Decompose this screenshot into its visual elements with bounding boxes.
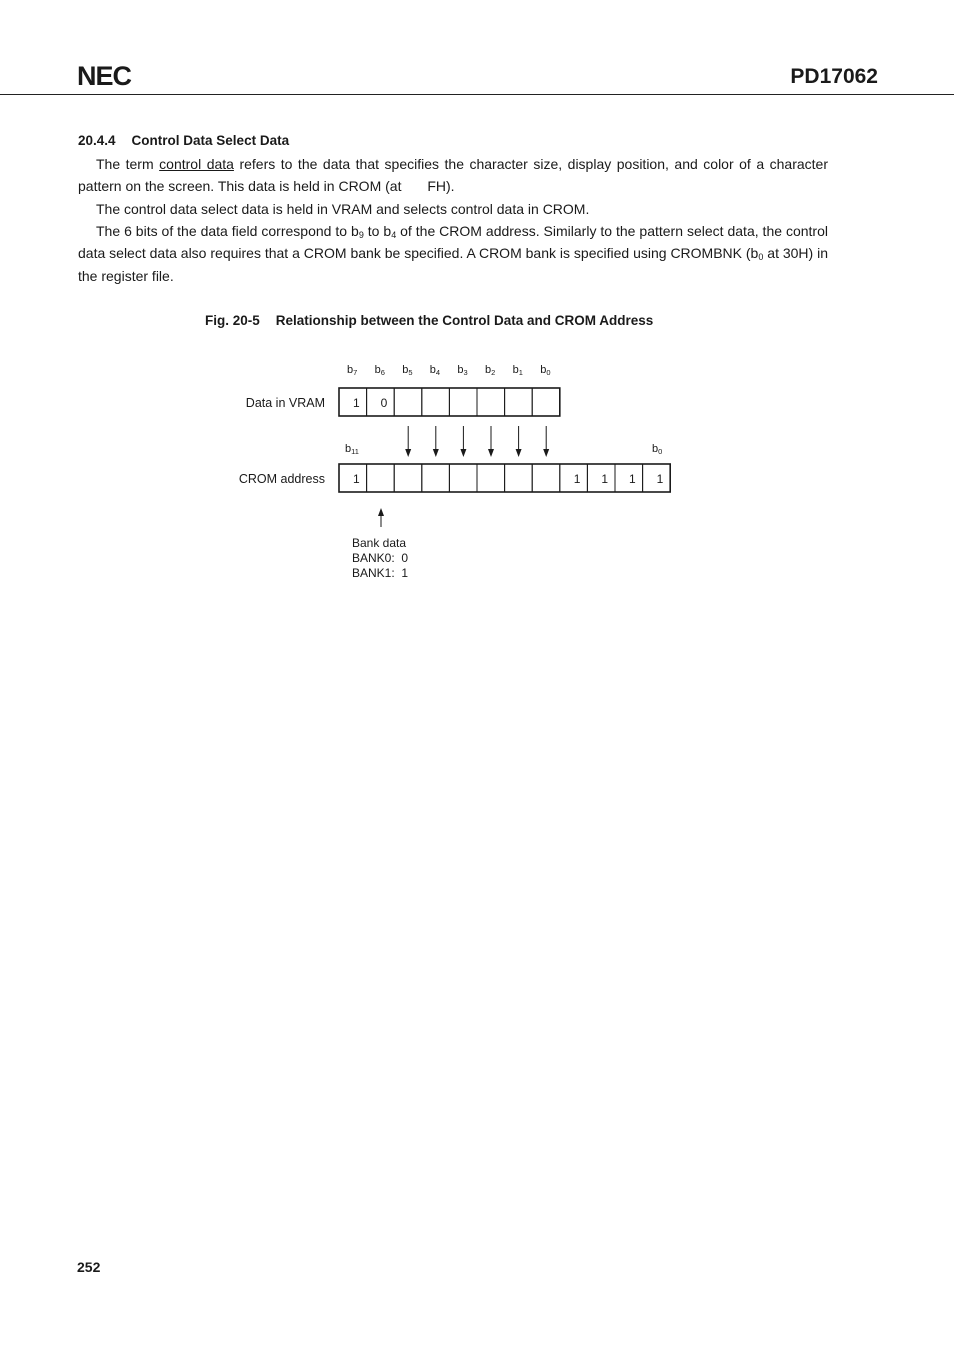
section-title: Control Data Select Data bbox=[131, 133, 290, 148]
figure-title: Relationship between the Control Data and CROM Address bbox=[275, 313, 654, 328]
crom-cell-value: 1 bbox=[353, 472, 360, 486]
crom-cell-value: 1 bbox=[656, 472, 664, 486]
vram-bit-label: b6 bbox=[374, 364, 385, 377]
p3-text-c: of the CROM address. Similarly to the pattern select data, the control data select data also requires that a CROM bank be specified. A CROM bank is specified using CROMBNK (b bbox=[78, 223, 828, 262]
p1-text-b: refers to the data that specifies the character size, display position, and color of a character pattern on the screen. This data is held in CROM (at bbox=[78, 156, 828, 195]
p1-text-a: The term bbox=[96, 156, 160, 172]
section-number: 20.4.4 bbox=[78, 133, 116, 148]
vram-cell-value: 0 bbox=[380, 396, 388, 410]
vram-bit-label: b4 bbox=[429, 364, 441, 377]
crom-cell-1 bbox=[367, 464, 395, 492]
p3-text-b: to b bbox=[363, 223, 392, 239]
crom-lsb-label: b0 bbox=[652, 443, 663, 456]
mapping-arrow bbox=[433, 426, 439, 457]
crom-row-label: CROM address bbox=[238, 472, 325, 486]
vram-bit-label: b1 bbox=[512, 364, 523, 377]
p1-text-c: FH). bbox=[427, 178, 455, 195]
mapping-arrow bbox=[516, 426, 522, 457]
vram-bit-label: b5 bbox=[402, 364, 413, 377]
crom-cell-3 bbox=[422, 464, 450, 492]
vram-cell-value: 1 bbox=[353, 396, 360, 410]
mapping-arrow bbox=[460, 426, 466, 457]
vram-cell-3 bbox=[422, 388, 450, 416]
mapping-arrow bbox=[543, 426, 549, 457]
crom-cell-2 bbox=[394, 464, 422, 492]
vram-bit-label: b7 bbox=[347, 364, 358, 377]
nec-logo: NEC bbox=[77, 61, 132, 91]
vram-cell-7 bbox=[532, 388, 560, 416]
vram-bit-label: b2 bbox=[485, 364, 496, 377]
vram-cell-4 bbox=[449, 388, 477, 416]
bank-note-line-3: BANK1: 1 bbox=[352, 566, 409, 580]
crom-cell-4 bbox=[449, 464, 477, 492]
vram-register bbox=[339, 388, 560, 416]
p2-text: The control data select data is held in VRAM and selects control data in CROM. bbox=[96, 201, 590, 217]
crom-cell-7 bbox=[532, 464, 560, 492]
crom-cell-value: 1 bbox=[629, 472, 636, 486]
p3-sub-1: 9 bbox=[358, 230, 364, 240]
crom-cell-5 bbox=[477, 464, 505, 492]
vram-bit-label: b0 bbox=[540, 364, 551, 377]
vram-bit-label: b3 bbox=[457, 364, 468, 377]
p1-term-control-data: control data bbox=[159, 156, 234, 172]
vram-cell-6 bbox=[505, 388, 533, 416]
figure-number: Fig. 20-5 bbox=[205, 313, 260, 328]
bank-note-line-2: BANK0: 0 bbox=[352, 551, 409, 565]
vram-cell-2 bbox=[394, 388, 422, 416]
p3-sub-2: 4 bbox=[391, 230, 397, 240]
p3-sub-3: 0 bbox=[758, 252, 764, 263]
crom-cell-value: 1 bbox=[573, 472, 581, 486]
vram-cell-5 bbox=[477, 388, 505, 416]
crom-cell-value: 1 bbox=[601, 472, 609, 486]
crom-address-diagram bbox=[0, 0, 954, 620]
mapping-arrows bbox=[405, 426, 549, 457]
crom-cell-6 bbox=[505, 464, 533, 492]
vram-row-label: Data in VRAM bbox=[245, 396, 325, 410]
mapping-arrow bbox=[488, 426, 494, 457]
p3-text-d: at 30H) in the register file. bbox=[78, 245, 829, 284]
vram-bit-labels bbox=[347, 364, 550, 377]
page-number: 252 bbox=[77, 1259, 101, 1275]
p3-text-a: The 6 bits of the data field correspond to b bbox=[96, 223, 359, 239]
mapping-arrow bbox=[405, 426, 411, 457]
crom-address-register bbox=[339, 464, 670, 492]
document-id: PD17062 bbox=[790, 65, 878, 88]
bank-note-line-1: Bank data bbox=[352, 536, 407, 550]
bank-arrow bbox=[378, 508, 384, 527]
crom-msb-label: b11 bbox=[345, 443, 359, 456]
